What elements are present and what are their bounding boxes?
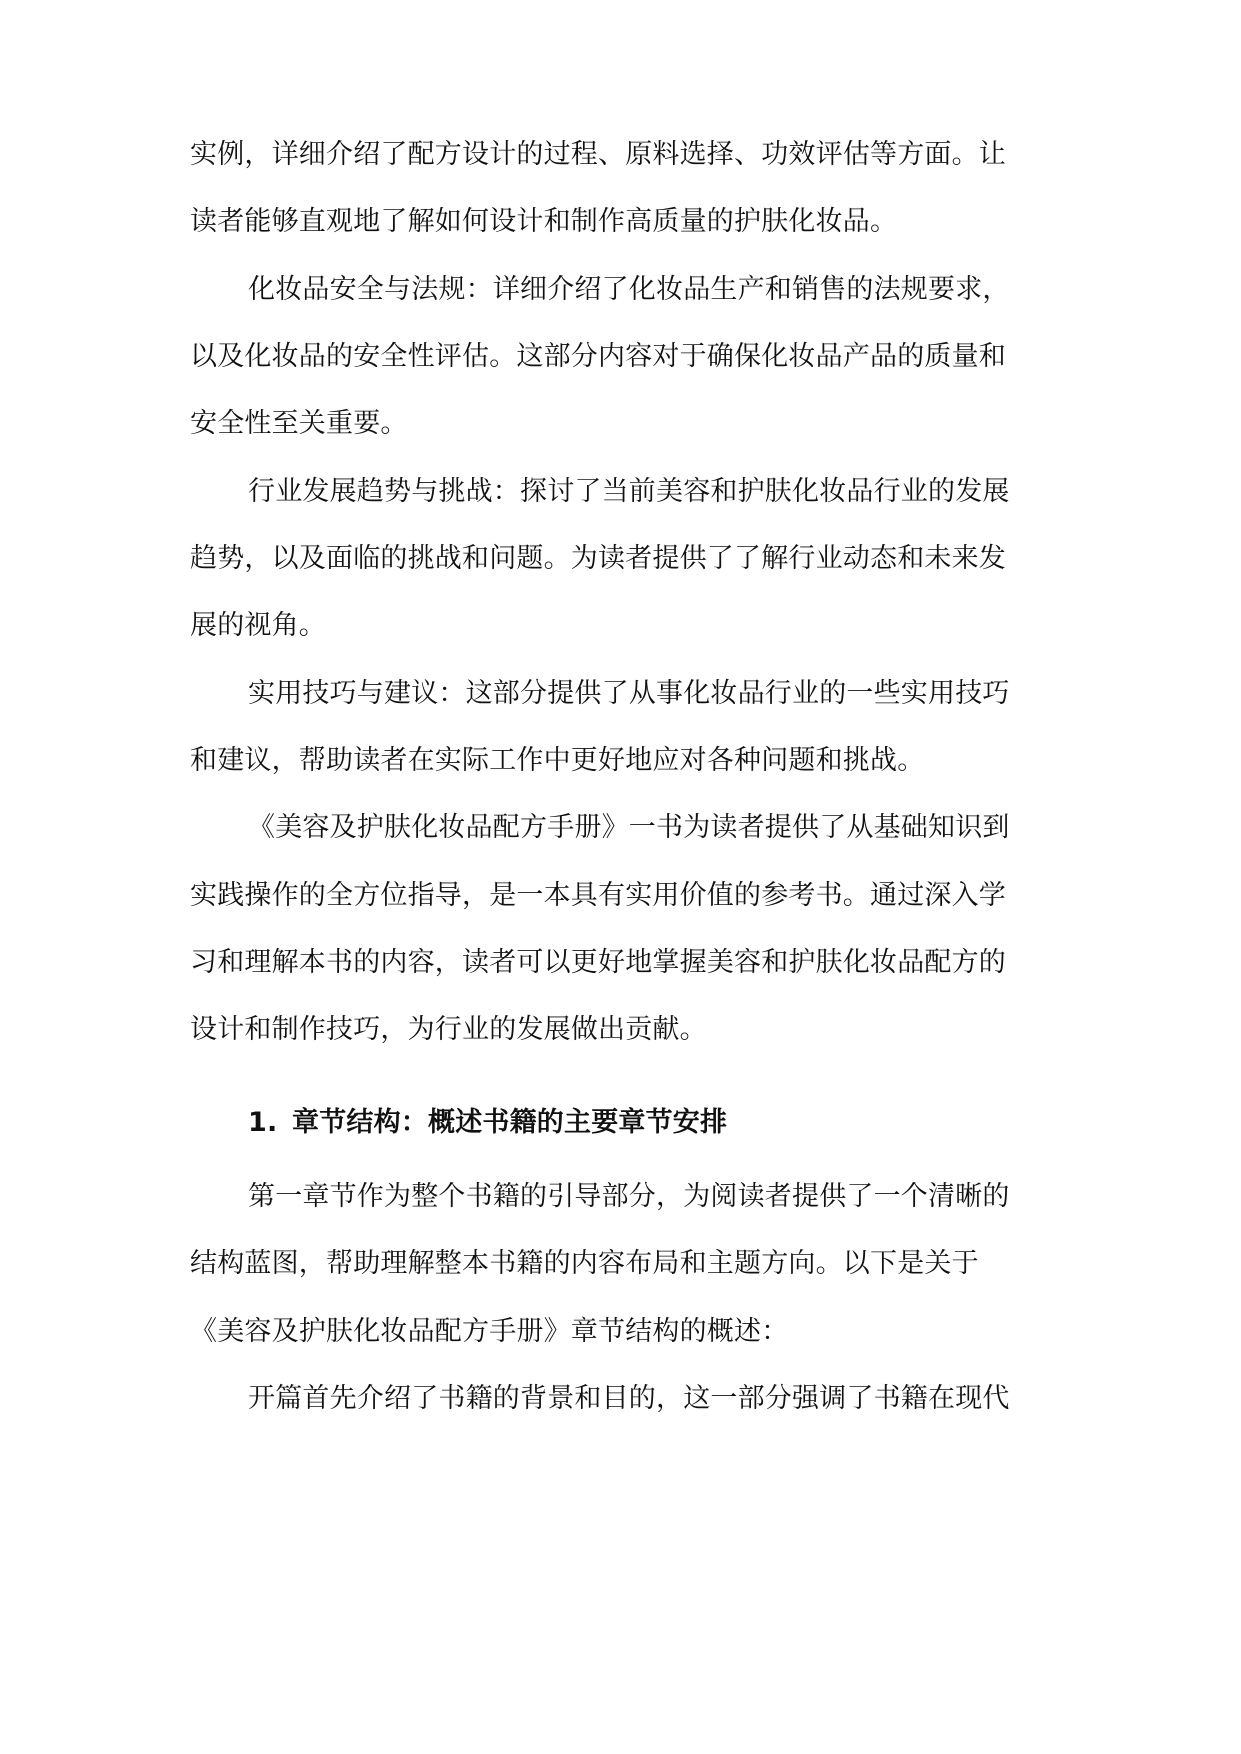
paragraph-line: 和建议，帮助读者在实际工作中更好地应对各种问题和挑战。 — [190, 745, 925, 776]
section-heading — [248, 1103, 1118, 1143]
paragraph-line: 行业发展趋势与挑战：探讨了当前美容和护肤化妆品行业的发展 — [248, 476, 1010, 507]
paragraph-line: 实例，详细介绍了配方设计的过程、原料选择、功效评估等方面。让 — [190, 139, 1006, 170]
paragraph-line: 开篇首先介绍了书籍的背景和目的，这一部分强调了书籍在现代 — [248, 1383, 1010, 1414]
section-heading-text: 章节结构：概述书籍的主要章节安排 — [292, 1107, 728, 1138]
paragraph-line: 《美容及护肤化妆品配方手册》一书为读者提供了从基础知识到 — [248, 812, 1010, 843]
paragraph-line: 展的视角。 — [190, 610, 326, 641]
paragraph-line: 《美容及护肤化妆品配方手册》章节结构的概述： — [190, 1316, 789, 1347]
paragraph-line: 以及化妆品的安全性评估。这部分内容对于确保化妆品产品的质量和 — [190, 341, 1006, 372]
paragraph-line: 实用技巧与建议：这部分提供了从事化妆品行业的一些实用技巧 — [248, 678, 1010, 709]
paragraph-line: 读者能够直观地了解如何设计和制作高质量的护肤化妆品。 — [190, 206, 898, 237]
paragraph-line: 安全性至关重要。 — [190, 408, 408, 439]
paragraph-line: 设计和制作技巧，为行业的发展做出贡献。 — [190, 1014, 707, 1045]
paragraph-line: 第一章节作为整个书籍的引导部分，为阅读者提供了一个清晰的 — [248, 1181, 1010, 1212]
paragraph-line: 趋势，以及面临的挑战和问题。为读者提供了了解行业动态和未来发 — [190, 543, 1006, 574]
section-heading-number: 1. — [248, 1107, 278, 1138]
paragraph-line: 习和理解本书的内容，读者可以更好地掌握美容和护肤化妆品配方的 — [190, 947, 1006, 978]
paragraph-line: 实践操作的全方位指导，是一本具有实用价值的参考书。通过深入学 — [190, 880, 1006, 911]
paragraph-line: 结构蓝图，帮助理解整本书籍的内容布局和主题方向。以下是关于 — [190, 1248, 979, 1279]
paragraph-line: 化妆品安全与法规：详细介绍了化妆品生产和销售的法规要求， — [248, 274, 1010, 305]
